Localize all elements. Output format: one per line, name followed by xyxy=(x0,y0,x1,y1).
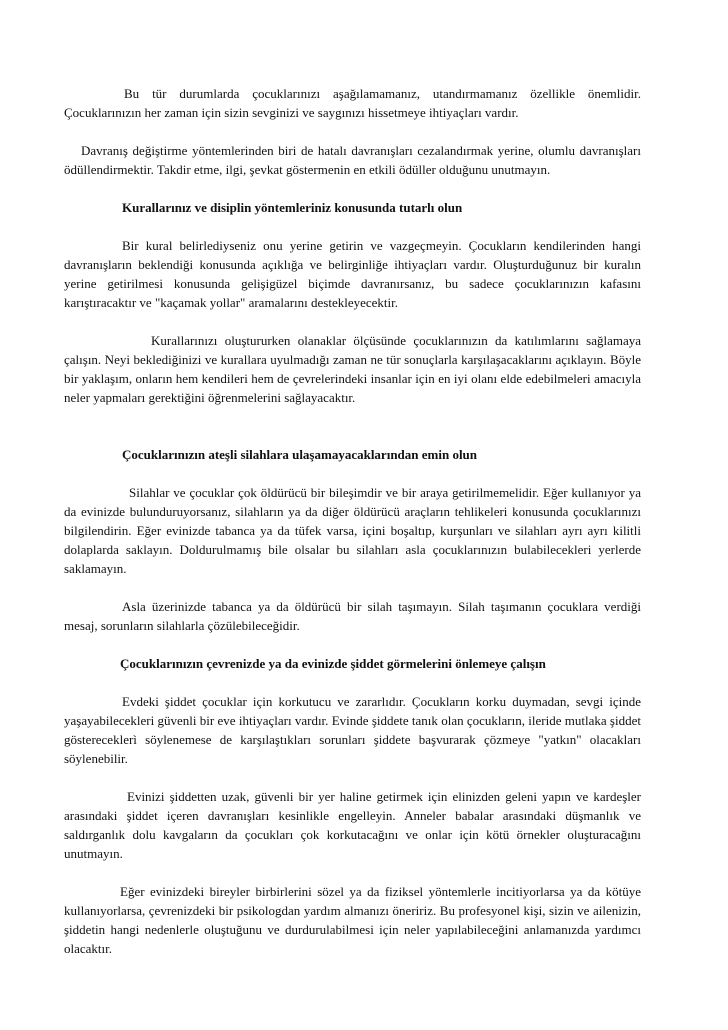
paragraph-9: Eğer evinizdeki bireyler birbirlerini sözel ya da fiziksel yöntemlerle incitiyorlarsa ya da kötüye kullanıyorlarsa, çevrenizdeki bir psikologdan yardım almanızı öneririz. Bu profesyonel kişi, sizin ve ailenizin, şiddetin hangi nedenlerle oluştuğunu ve durdurulabilmesi için neler yapılabileceğini anlamanızda yardımcı olacaktır. xyxy=(64,884,641,956)
paragraph-8: Evinizi şiddetten uzak, güvenli bir yer haline getirmek için elinizden geleni yapın ve kardeşler arasındaki şiddet içeren davranışları kesinlikle engelleyin. Anneler babalar arasındaki düşmanlık ve saldırganlık dolu kavgaların da çocukları çok korkutacağını ve onlar için kötü örnekler oluşturacağını unutmayın. xyxy=(64,789,641,861)
paragraph-1: Bu tür durumlarda çocuklarınızı aşağılamamanız, utandırmamanız özellikle önemlidir. Çocuklarınızın her zaman için sizin sevginizi ve saygınızı hissetmeye ihtiyaçları vardır. xyxy=(64,86,641,120)
paragraph-7: Evdeki şiddet çocuklar için korkutucu ve zararlıdır. Çocukların korku duymadan, sevgi içinde yaşayabilecekleri güvenli bir eve ihtiyaçları vardır. Evinde şiddete tanık olan çocukların, ileride mutlaka şiddet göstereceklerì söylenemese de karşılaştıkları sorunları şiddete başvurarak çözmeye "yatkın" olacakları söylenebilir. xyxy=(64,694,641,766)
paragraph-6: Asla üzerinizde tabanca ya da öldürücü bir silah taşımayın. Silah taşımanın çocuklara verdiği mesaj, sorunların silahlarla çözülebileceğidir. xyxy=(64,599,641,633)
heading-violence: Çocuklarınızın çevrenizde ya da evinizde şiddet görmelerini önlemeye çalışın xyxy=(120,656,546,671)
paragraph-5: Silahlar ve çocuklar çok öldürücü bir bileşimdir ve bir araya getirilmemelidir. Eğer kullanıyor ya da evinizde bulunduruyorsanız, silahların ya da diğer öldürücü araçların tehlikeleri konusunda çocuklarınızı bilgilendirin. Eğer evinizde tabanca ya da tüfek varsa, içini boşaltıp, kurşunları ve silahları ayrı ayrı kilitli dolaplarda saklayın. Doldurulmamış bile olsalar bu silahları asla çocuklarınızın bulabilecekleri yerlerde saklamayın. xyxy=(64,485,641,576)
paragraph-2: Davranış değiştirme yöntemlerinden biri de hatalı davranışları cezalandırmak yerine, olumlu davranışları ödüllendirmektir. Takdir etme, ilgi, şevkat göstermenin en etkili ödüller olduğunu unutmayın. xyxy=(64,143,641,177)
heading-firearms: Çocuklarınızın ateşli silahlara ulaşamayacaklarından emin olun xyxy=(122,447,478,462)
document-page xyxy=(64,84,641,958)
paragraph-3: Bir kural belirlediyseniz onu yerine getirin ve vazgeçmeyin. Çocukların kendilerinden hangi davranışların beklendiği konusunda açıklığa ve belirginliğe ihtiyaçları vardır. Oluşturduğunuz bir kuralın yerine getirilmesi konusunda gelişigüzel biçimde davranırsanız, bu sadece çocuklarınızın kafasını karıştıracaktır ve "kaçamak yollar" aramalarını destekleyecektir. xyxy=(64,238,641,310)
heading-consistent-rules: Kurallarınız ve disiplin yöntemleriniz konusunda tutarlı olun xyxy=(122,200,463,215)
paragraph-4: Kurallarınızı oluştururken olanaklar ölçüsünde çocuklarınızın da katılımlarını sağlamaya çalışın. Neyi beklediğinizi ve kurallara uyulmadığı zaman ne tür sonuçlarla karşılaşacaklarını açıklayın. Böyle bir yaklaşım, onların hem kendileri hem de çevrelerindeki insanlar için en iyi olanı elde edebilmeleri amacıyla neler yapmaları gerektiğini öğrenmelerini sağlayacaktır. xyxy=(64,333,641,405)
